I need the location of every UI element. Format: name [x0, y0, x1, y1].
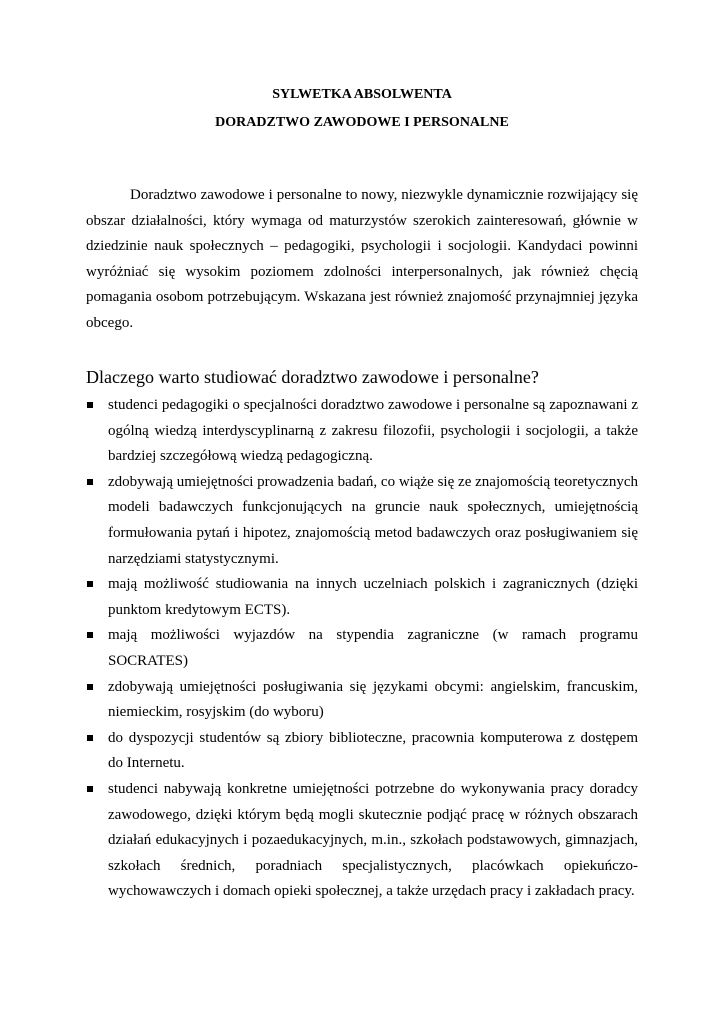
list-item — [86, 726, 638, 777]
bullet-square-icon — [87, 684, 93, 690]
list-item-text: zdobywają umiejętności prowadzenia badań, co wiąże się ze znajomością teoretycznych modeli badawczych funkcjonujących na gruncie nauk społecznych, umiejętnością formułowania pytań i hipotez, znajomością metod badawczych oraz posługiwaniem się narzędziami statystycznymi. — [108, 473, 638, 567]
list-item-text: do dyspozycji studentów są zbiory biblioteczne, pracownia komputerowa z dostępem do Internetu. — [108, 729, 638, 772]
list-item-text: zdobywają umiejętności posługiwania się językami obcymi: angielskim, francuskim, niemieckim, rosyjskim (do wyboru) — [108, 678, 638, 721]
list-item — [86, 777, 638, 905]
list-item — [86, 675, 638, 726]
document-subtitle: DORADZTWO ZAWODOWE I PERSONALNE — [215, 115, 509, 130]
section-heading: Dlaczego warto studiować doradztwo zawodowe i personalne? — [86, 367, 539, 387]
bullet-square-icon — [87, 735, 93, 741]
list-item-text: studenci nabywają konkretne umiejętności potrzebne do wykonywania pracy doradcy zawodowego, dzięki którym będą mogli skutecznie podjąć pracę w różnych obszarach działań edukacyjnych i pozaedukacyjnych, m.in., szkołach podstawowych, gimnazjach, szkołach średnich, poradniach specjalistycznych, placówkach opiekuńczo-wychowawczych i domach opieki społecznej, a także urzędach pracy i zakładach pracy. — [108, 780, 638, 900]
list-item — [86, 470, 638, 572]
list-item — [86, 572, 638, 623]
list-item-text: mają możliwość studiowania na innych uczelniach polskich i zagranicznych (dzięki punktom kredytowym ECTS). — [108, 576, 638, 618]
bullet-square-icon — [87, 581, 93, 587]
list-item-text: mają możliwości wyjazdów na stypendia zagraniczne (w ramach programu SOCRATES) — [108, 627, 638, 669]
intro-paragraph: Doradztwo zawodowe i personalne to nowy, niezwykle dynamicznie rozwijający się obszar działalności, który wymaga od maturzystów szerokich zainteresowań, głównie w dziedzinie nauk społecznych – pedagogiki, psychologii i socjologii. Kandydaci powinni wyróżniać się wysokim poziomem zdolności interpersonalnych, jak również chęcią pomagania osobom potrzebującym. Wskazana jest również znajomość przynajmniej języka obcego. — [86, 187, 638, 331]
bullet-square-icon — [87, 632, 93, 638]
bullet-square-icon — [87, 402, 93, 408]
list-item-text: studenci pedagogiki o specjalności doradztwo zawodowe i personalne są zapoznawani z ogólną wiedzą interdyscyplinarną z zakresu filozofii, psychologii i socjologii, a także bardziej szczegółową wiedzą pedagogiczną. — [108, 397, 638, 465]
list-item — [86, 393, 638, 470]
benefits-list — [86, 393, 638, 905]
document-title: SYLWETKA ABSOLWENTA — [272, 87, 452, 102]
list-item — [86, 623, 638, 674]
bullet-square-icon — [87, 479, 93, 485]
bullet-square-icon — [87, 786, 93, 792]
